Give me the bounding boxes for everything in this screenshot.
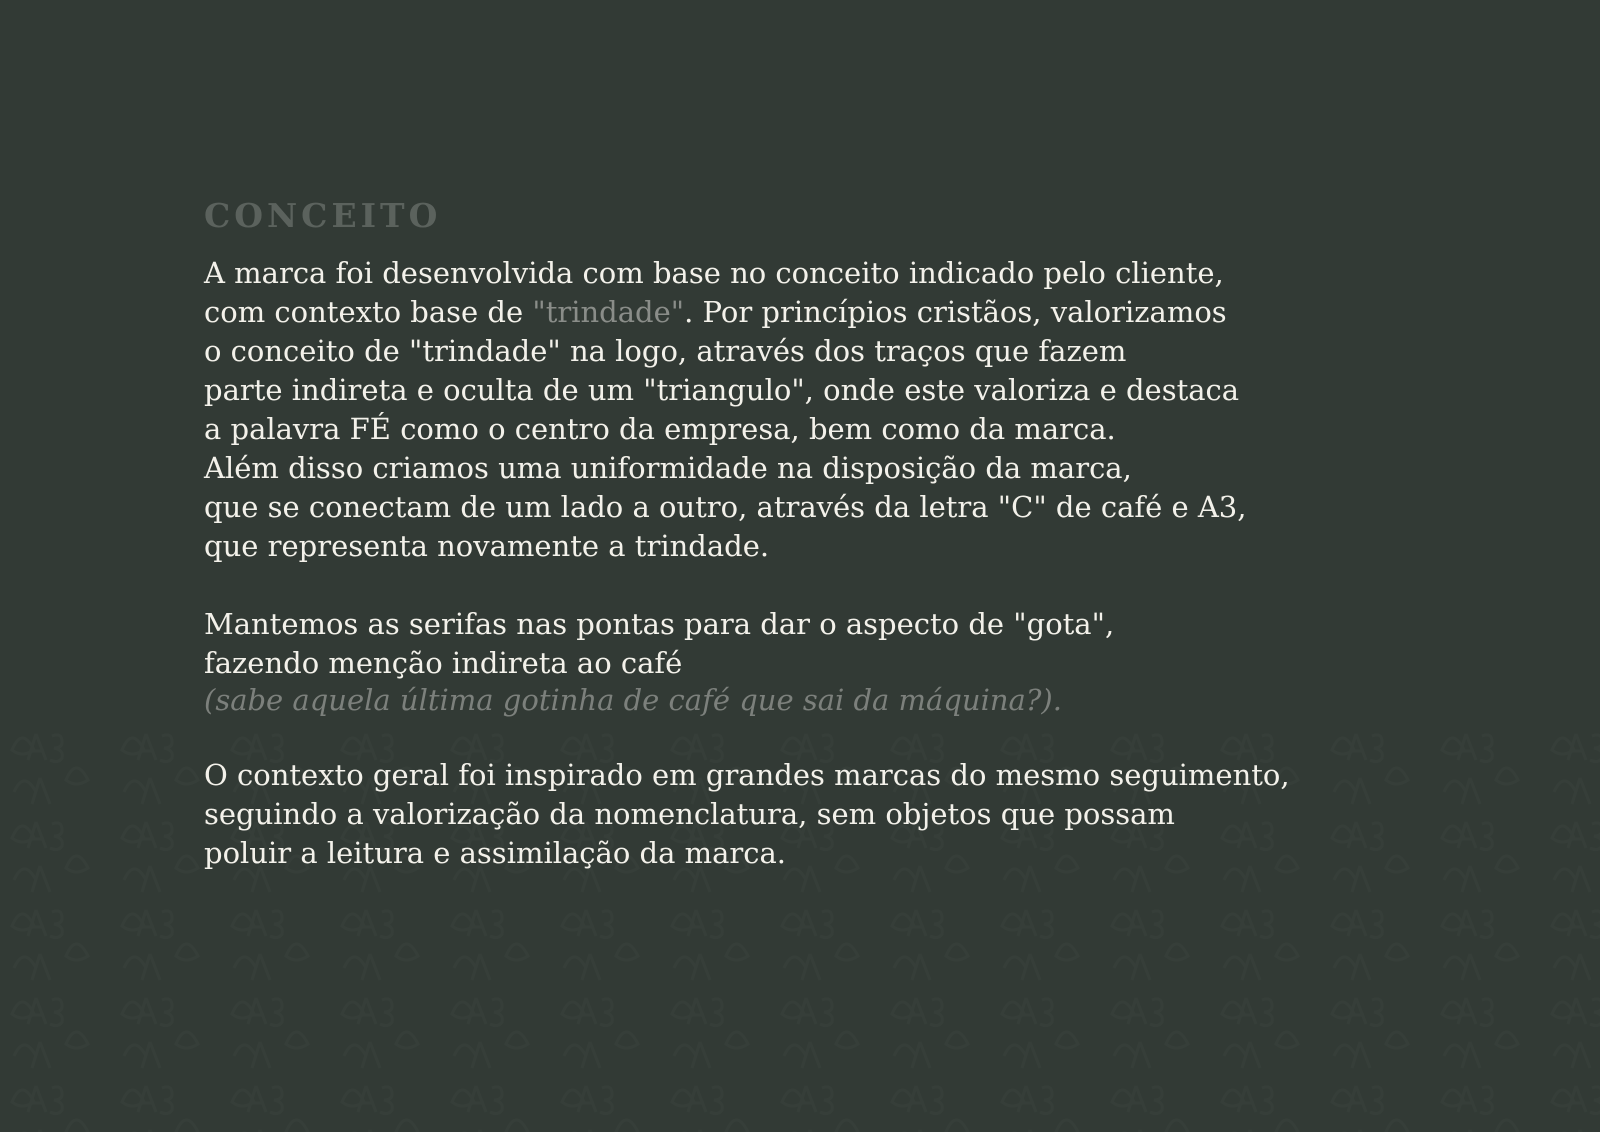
text-fragment: com contexto base de xyxy=(204,295,533,330)
text-fragment: . Por princípios cristãos, valorizamos xyxy=(684,295,1227,330)
text-line: a palavra FÉ como o centro da empresa, bem como da marca. xyxy=(204,412,1116,447)
paragraph-serifs xyxy=(204,605,1404,717)
highlight-trindade: "trindade" xyxy=(532,295,685,330)
text-line: o conceito de "trindade" na logo, através dos traços que fazem xyxy=(204,334,1127,369)
text-line: fazendo menção indireta ao café xyxy=(204,646,683,681)
text-line: seguindo a valorização da nomenclatura, sem objetos que possam xyxy=(204,797,1175,832)
section-heading: CONCEITO xyxy=(204,196,442,235)
paragraph-gap xyxy=(204,717,1404,756)
text-line: parte indireta e oculta de um "triangulo", onde este valoriza e destaca xyxy=(204,373,1240,408)
concept-content xyxy=(204,198,1404,873)
paragraph-gap xyxy=(204,566,1404,605)
paragraph-context xyxy=(204,756,1404,873)
text-line xyxy=(204,293,1404,332)
text-line: Mantemos as serifas nas pontas para dar o aspecto de "gota", xyxy=(204,607,1115,642)
text-line: A marca foi desenvolvida com base no conceito indicado pelo cliente, xyxy=(204,256,1224,291)
text-line: Além disso criamos uma uniformidade na disposição da marca, xyxy=(204,451,1132,486)
text-line: poluir a leitura e assimilação da marca. xyxy=(204,836,786,871)
text-line: que representa novamente a trindade. xyxy=(204,529,770,564)
text-line: O contexto geral foi inspirado em grandes marcas do mesmo seguimento, xyxy=(204,758,1290,793)
aside-coffee-drop: (sabe aquela última gotinha de café que sai da máquina?). xyxy=(204,683,1062,718)
text-line: que se conectam de um lado a outro, através da letra "C" de café e A3, xyxy=(204,490,1247,525)
paragraph-concept xyxy=(204,254,1404,566)
